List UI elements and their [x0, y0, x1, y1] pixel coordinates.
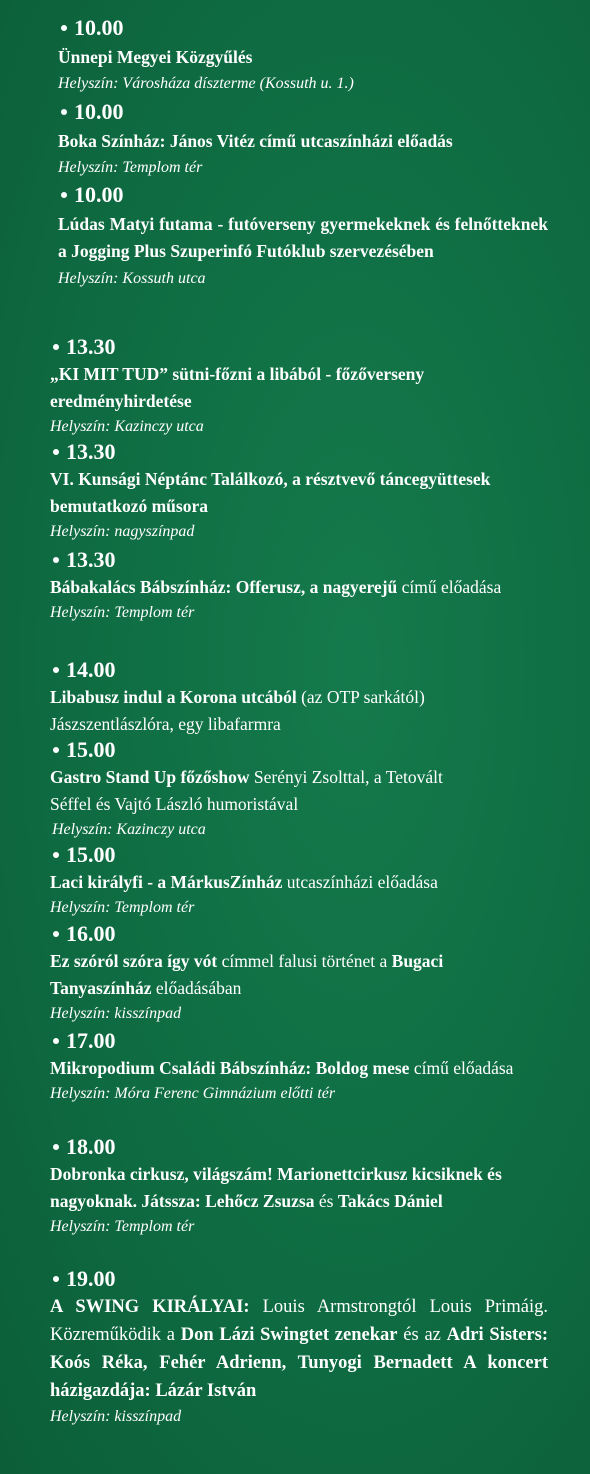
program-event	[58, 181, 548, 291]
event-description: Ez szóról szóra így vót címmel falusi történet a Bugaci Tanyaszínház előadásában	[50, 951, 444, 998]
program-event	[50, 656, 548, 738]
event-description: Boka Színház: János Vitéz című utcaszínházi előadás	[58, 131, 453, 151]
event-location: Helyszín: Kossuth utca	[58, 270, 206, 287]
event-time: 15.00	[50, 841, 548, 869]
bullet-icon	[53, 852, 59, 858]
bullet-icon	[53, 1144, 59, 1150]
bullet-icon	[53, 449, 59, 455]
event-time: 10.00	[58, 181, 548, 209]
bullet-icon	[53, 667, 59, 673]
program-event	[50, 1133, 548, 1239]
event-location: Helyszín: nagyszínpad	[50, 523, 195, 540]
program-event	[58, 14, 548, 96]
event-time: 16.00	[50, 920, 548, 948]
event-description: Laci királyfi - a MárkusZínház utcaszínházi előadása	[50, 872, 438, 892]
event-location: Helyszín: Kazinczy utca	[52, 821, 206, 838]
event-location: Helyszín: Kazinczy utca	[50, 418, 204, 435]
event-description: Ünnepi Megyei Közgyűlés	[58, 47, 253, 67]
event-description: Mikropodium Családi Bábszínház: Boldog mese című előadása	[50, 1058, 514, 1078]
event-location: Helyszín: Templom tér	[58, 159, 203, 176]
program-event	[50, 841, 548, 920]
event-location: Helyszín: kisszínpad	[50, 1408, 182, 1425]
bullet-icon	[61, 25, 67, 31]
event-time: 13.30	[50, 333, 548, 361]
event-location: Helyszín: kisszínpad	[50, 1005, 182, 1022]
event-location: Helyszín: Templom tér	[50, 604, 195, 621]
event-time: 13.30	[50, 546, 548, 574]
event-location: Helyszín: Templom tér	[50, 1218, 195, 1235]
event-time: 17.00	[50, 1027, 548, 1055]
event-description: „KI MIT TUD” sütni-főzni a libából - főzőverseny eredményhirdetése	[50, 364, 425, 411]
bullet-icon	[61, 109, 67, 115]
program-event	[50, 1265, 548, 1429]
event-location: Helyszín: Városháza díszterme (Kossuth u. 1.)	[58, 75, 354, 92]
bullet-icon	[53, 557, 59, 563]
bullet-icon	[53, 747, 59, 753]
program-event	[50, 920, 548, 1026]
event-time: 18.00	[50, 1133, 548, 1161]
event-description: A SWING KIRÁLYAI: Louis Armstrongtól Louis Primáig. Közreműködik a Don Lázi Swingtet zenekar és az Adri Sisters: Koós Réka, Fehér Adrienn, Tunyogi Bernadett A koncert házigazdája: Lázár István	[50, 1297, 548, 1401]
event-description: Lúdas Matyi futama - futóverseny gyermekeknek és felnőtteknek a Jogging Plus Szuperinfó Futóklub szervezésében	[58, 214, 548, 261]
bullet-icon	[53, 1038, 59, 1044]
event-location: Helyszín: Móra Ferenc Gimnázium előtti tér	[50, 1085, 336, 1102]
bullet-icon	[53, 344, 59, 350]
program-event	[50, 736, 548, 842]
program-event	[50, 546, 548, 625]
event-description: Gastro Stand Up főzőshow Serényi Zsolttal, a Tetovált Séffel és Vajtó László humoristával	[50, 767, 443, 814]
bullet-icon	[61, 192, 67, 198]
program-event	[50, 333, 548, 439]
event-time: 19.00	[50, 1265, 548, 1293]
program-event	[58, 98, 548, 180]
bullet-icon	[53, 1276, 59, 1282]
event-location: Helyszín: Templom tér	[50, 899, 195, 916]
event-time: 10.00	[58, 14, 548, 42]
program-event	[50, 438, 548, 544]
event-time: 14.00	[50, 656, 548, 684]
bullet-icon	[53, 931, 59, 937]
event-description: Libabusz indul a Korona utcából (az OTP sarkától) Jászszentlászlóra, egy libafarmra	[50, 687, 425, 734]
event-description: Bábakalács Bábszínház: Offerusz, a nagyerejű című előadása	[50, 577, 502, 597]
event-time: 13.30	[50, 438, 548, 466]
event-time: 10.00	[58, 98, 548, 126]
program-event	[50, 1027, 548, 1106]
event-time: 15.00	[50, 736, 548, 764]
event-description: Dobronka cirkusz, világszám! Marionettcirkusz kicsiknek és nagyoknak. Játssza: Lehőcz Zsuzsa és Takács Dániel	[50, 1164, 502, 1211]
event-description: VI. Kunsági Néptánc Találkozó, a résztvevő táncegyüttesek bemutatkozó műsora	[50, 469, 491, 516]
